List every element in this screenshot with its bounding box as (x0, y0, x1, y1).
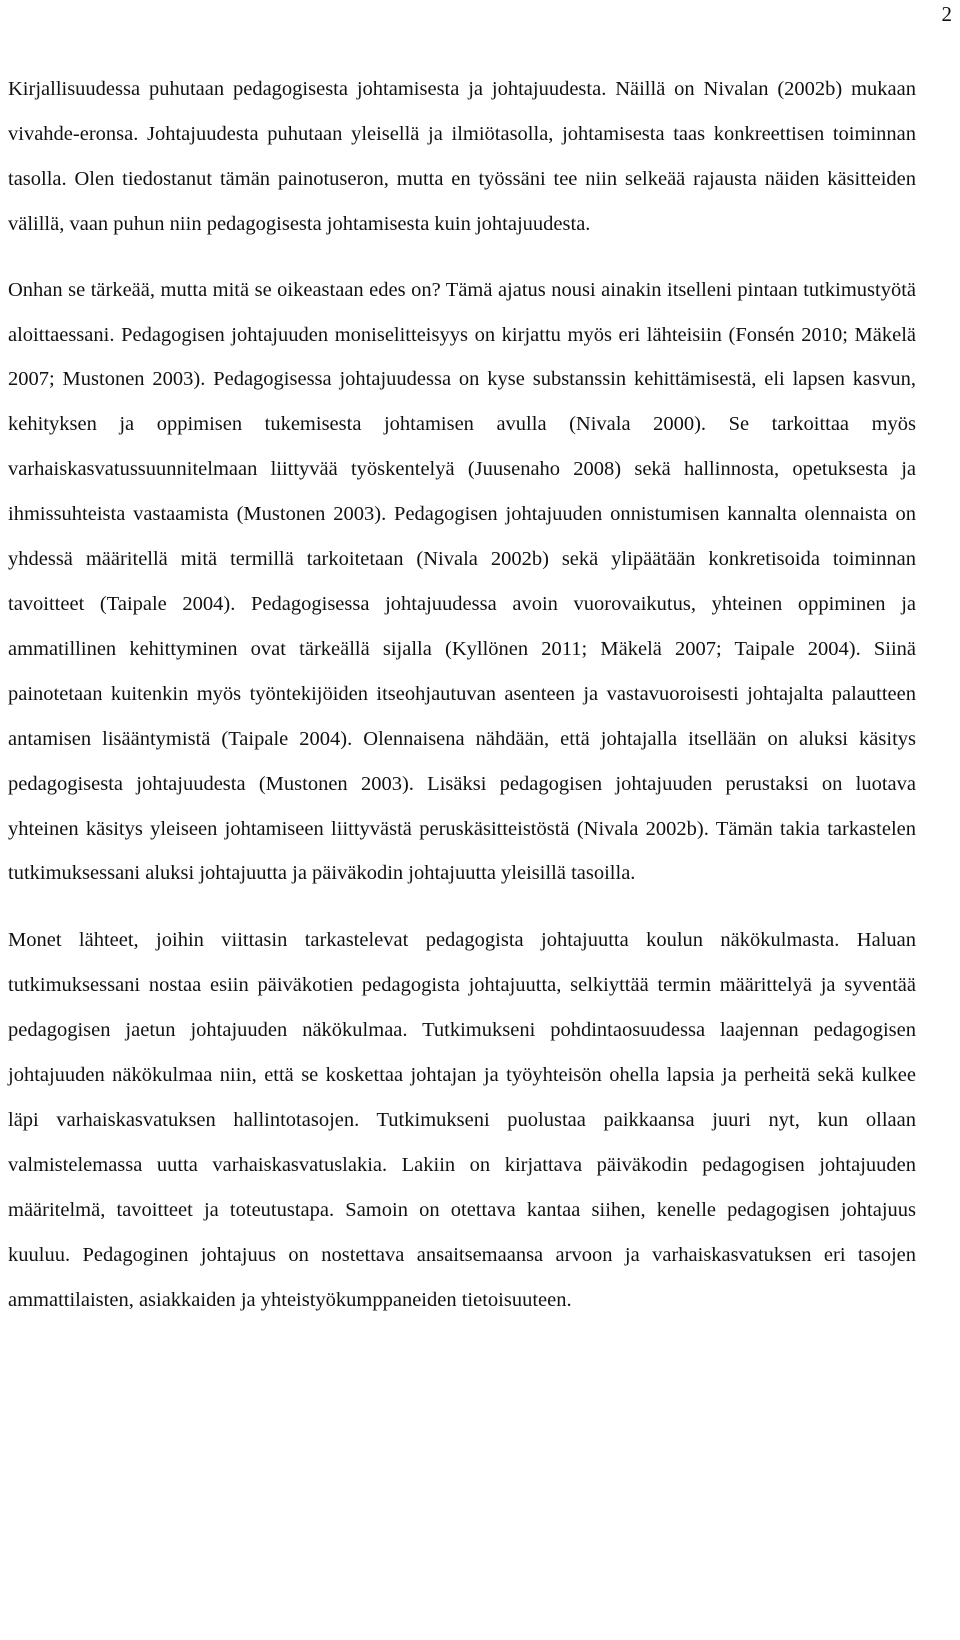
document-body (8, 67, 916, 1322)
page-number: 2 (941, 2, 952, 26)
paragraph-1: Kirjallisuudessa puhutaan pedagogisesta johtamisesta ja johtajuudesta. Näillä on Nivalan (2002b) mukaan vivahde-eronsa. Johtajuudesta puhutaan yleisellä ja ilmiötasolla, johtamisesta taas konkreettisen toiminnan tasolla. Olen tiedostanut tämän painotuseron, mutta en työssäni tee niin selkeää rajausta näiden käsitteiden välillä, vaan puhun niin pedagogisesta johtamisesta kuin johtajuudesta. (8, 78, 916, 235)
paragraph-3: Monet lähteet, joihin viittasin tarkastelevat pedagogista johtajuutta koulun näkökulmasta. Haluan tutkimuksessani nostaa esiin päiväkotien pedagogista johtajuutta, selkiyttää termin määrittelyä ja syventää pedagogisen jaetun johtajuuden näkökulmaa. Tutkimukseni pohdintaosuudessa laajennan pedagogisen johtajuuden näkökulmaa niin, että se koskettaa johtajan ja työyhteisön ohella lapsia ja perheitä sekä kulkee läpi varhaiskasvatuksen hallintotasojen. Tutkimukseni puolustaa paikkaansa juuri nyt, kun ollaan valmistelemassa uutta varhaiskasvatuslakia. Lakiin on kirjattava päiväkodin pedagogisen johtajuuden määritelmä, tavoitteet ja toteutustapa. Samoin on otettava kantaa siihen, kenelle pedagogisen johtajuus kuuluu. Pedagoginen johtajuus on nostettava ansaitsemaansa arvoon ja varhaiskasvatuksen eri tasojen ammattilaisten, asiakkaiden ja yhteistyökumppaneiden tietoisuuteen. (8, 929, 916, 1311)
paragraph-2: Onhan se tärkeää, mutta mitä se oikeastaan edes on? Tämä ajatus nousi ainakin itselleni pintaan tutkimustyötä aloittaessani. Pedagogisen johtajuuden moniselitteisyys on kirjattu myös eri lähteisiin (Fonsén 2010; Mäkelä 2007; Mustonen 2003). Pedagogisessa johtajuudessa on kyse substanssin kehittämisestä, eli lapsen kasvun, kehityksen ja oppimisen tukemisesta johtamisen avulla (Nivala 2000). Se tarkoittaa myös varhaiskasvatussuunnitelmaan liittyvää työskentelyä (Juusenaho 2008) sekä hallinnosta, opetuksesta ja ihmissuhteista vastaamista (Mustonen 2003). Pedagogisen johtajuuden onnistumisen kannalta olennaista on yhdessä määritellä mitä termillä tarkoitetaan (Nivala 2002b) sekä ylipäätään konkretisoida toiminnan tavoitteet (Taipale 2004). Pedagogisessa johtajuudessa avoin vuorovaikutus, yhteinen oppiminen ja ammatillinen kehittyminen ovat tärkeällä sijalla (Kyllönen 2011; Mäkelä 2007; Taipale 2004). Siinä painotetaan kuitenkin myös työntekijöiden itseohjautuvan asenteen ja vastavuoroisesti johtajalta palautteen antamisen lisääntymistä (Taipale 2004). Olennaisena nähdään, että johtajalla itsellään on aluksi käsitys pedagogisesta johtajuudesta (Mustonen 2003). Lisäksi pedagogisen johtajuuden perustaksi on luotava yhteinen käsitys yleiseen johtamiseen liittyvästä peruskäsitteistöstä (Nivala 2002b). Tämän takia tarkastelen tutkimuksessani aluksi johtajuutta ja päiväkodin johtajuutta yleisillä tasoilla. (8, 278, 916, 885)
